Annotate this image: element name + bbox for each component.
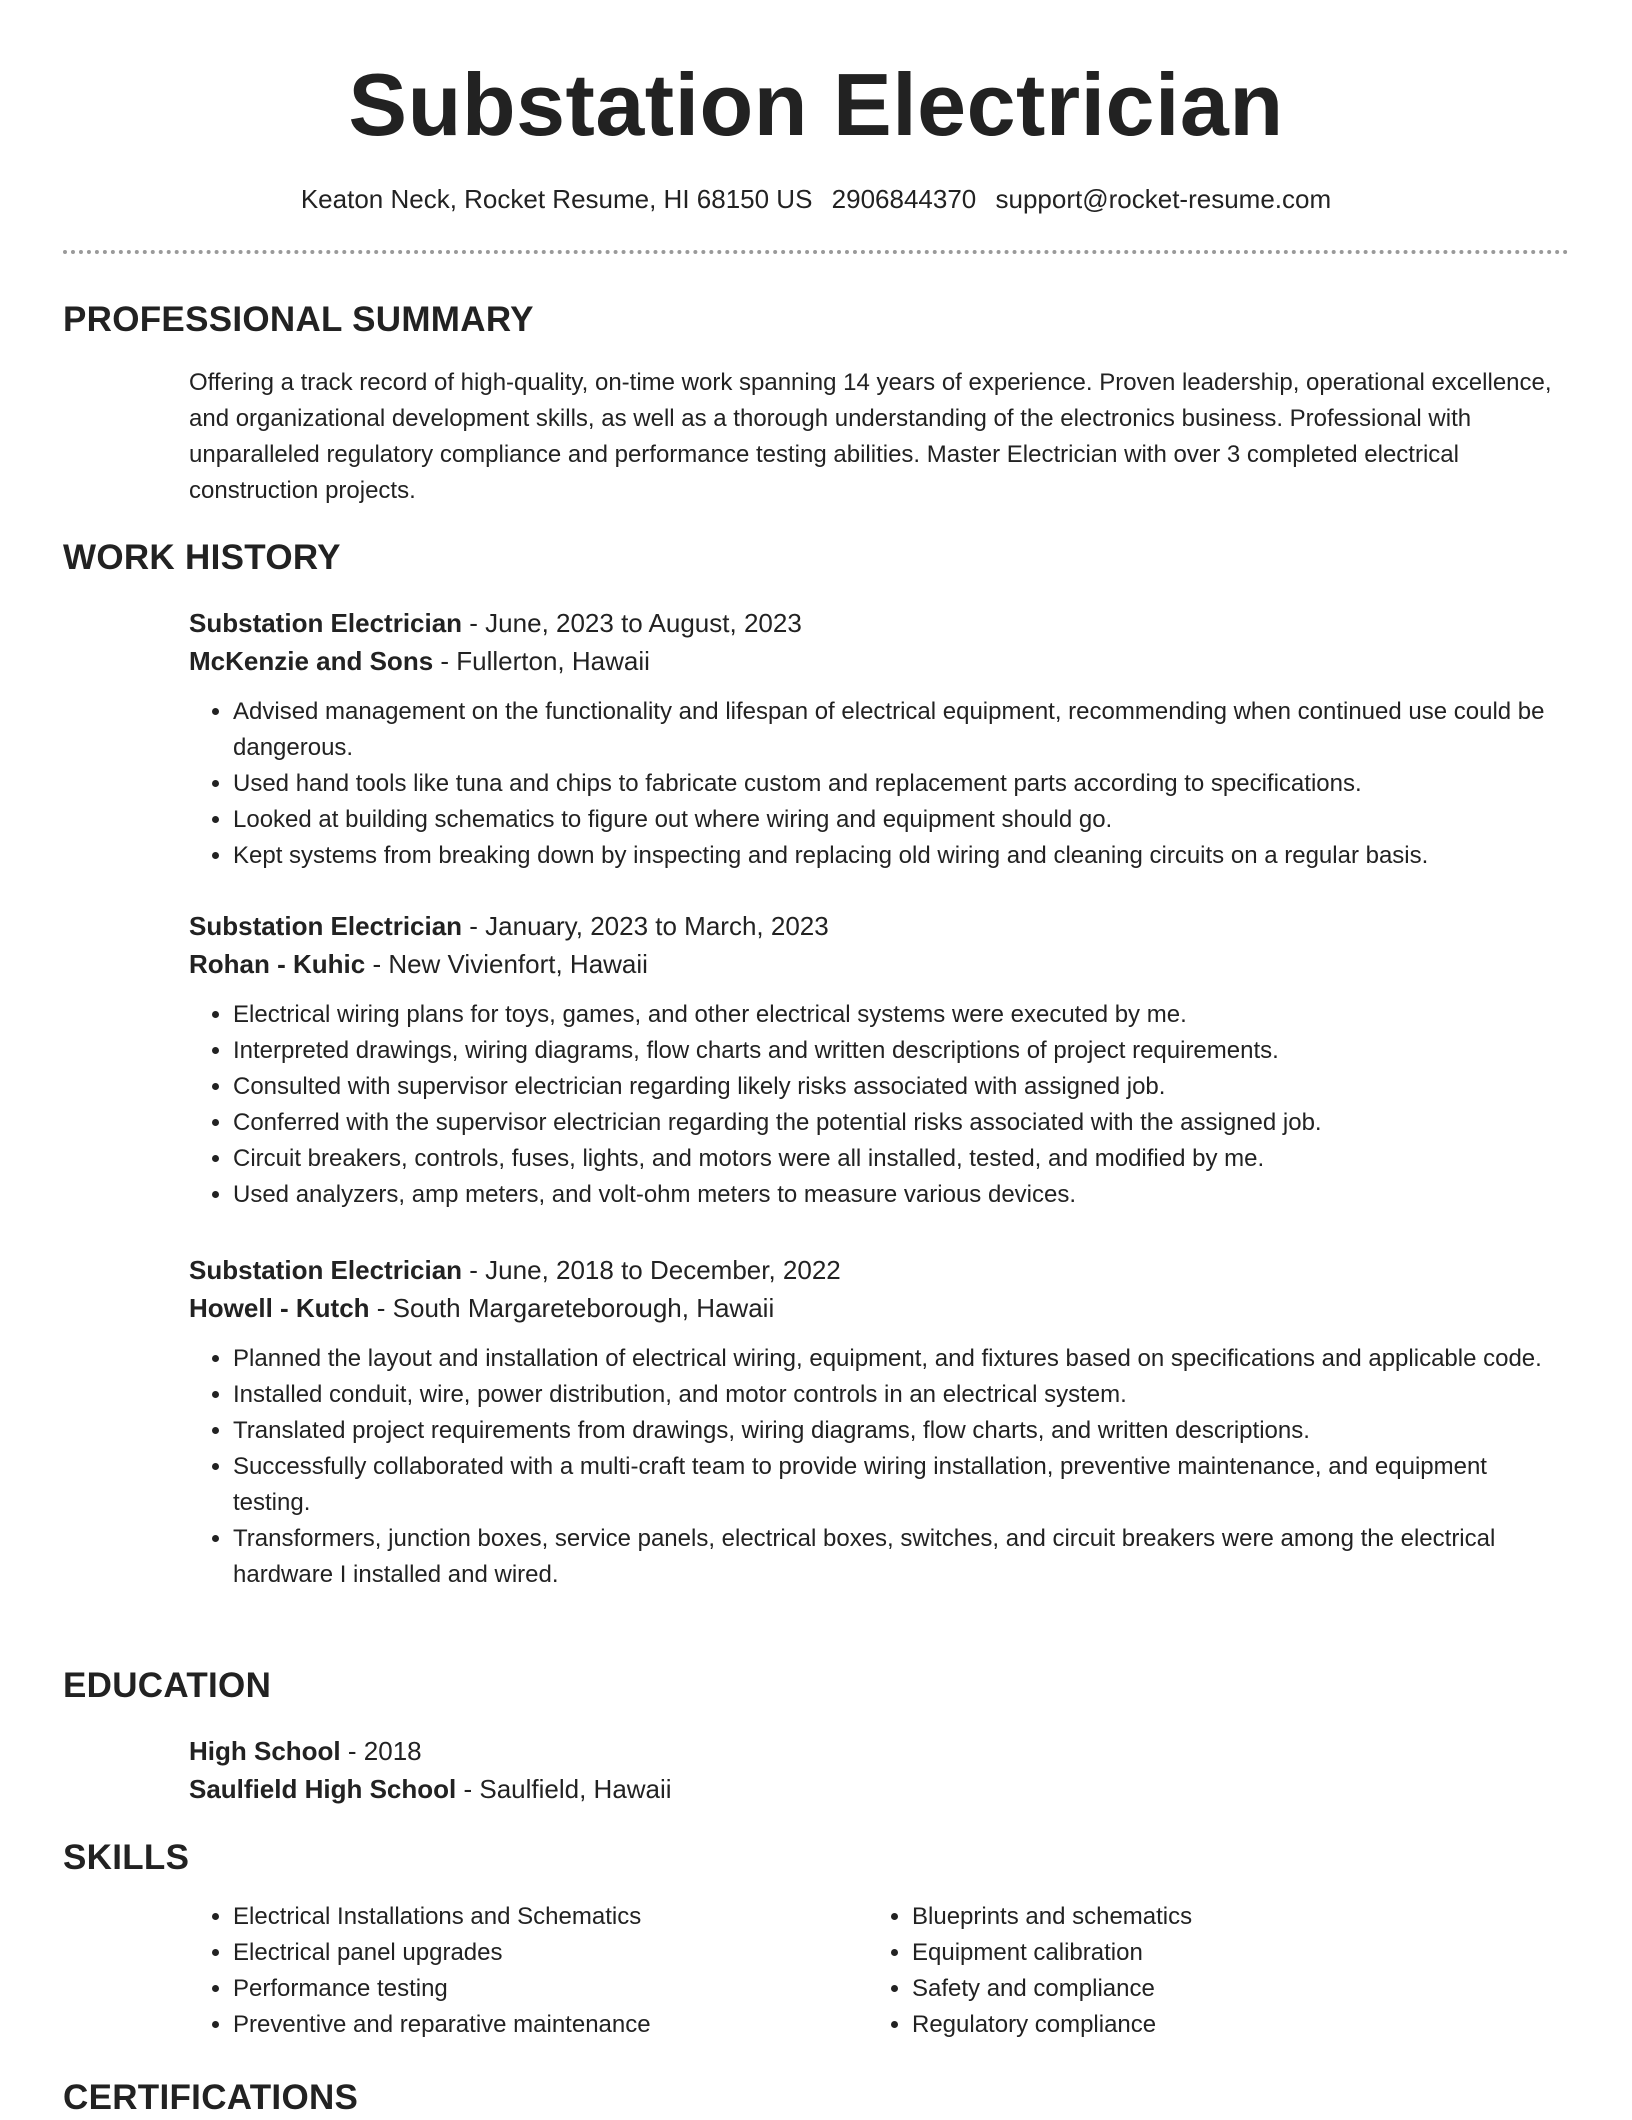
job-entry — [189, 604, 1569, 874]
job-company: Howell - Kutch — [189, 1293, 370, 1323]
job-company: Rohan - Kuhic — [189, 949, 366, 979]
skill-item: • Safety and compliance — [912, 1971, 1192, 2007]
education-school: Saulfield High School — [189, 1774, 457, 1804]
job-bullet: • Electrical wiring plans for toys, games, and other electrical systems were executed by me. — [233, 997, 1569, 1033]
job-bullets — [189, 694, 1569, 874]
job-bullet: • Advised management on the functionality and lifespan of electrical equipment, recommending when continued use could be dangerous. — [233, 694, 1569, 766]
job-dates: - January, 2023 to March, 2023 — [462, 911, 829, 941]
job-bullet: • Transformers, junction boxes, service panels, electrical boxes, switches, and circuit breakers were among the electrical hardware I installed and wired. — [233, 1521, 1569, 1593]
job-bullet: • Used hand tools like tuna and chips to fabricate custom and replacement parts according to specifications. — [233, 766, 1569, 802]
job-bullet: • Planned the layout and installation of electrical wiring, equipment, and fixtures based on specifications and applicable code. — [233, 1341, 1569, 1377]
job-company-line — [189, 1289, 1569, 1327]
education-location: - Saulfield, Hawaii — [456, 1774, 672, 1804]
section-title-summary: PROFESSIONAL SUMMARY — [63, 300, 534, 339]
skill-item: • Performance testing — [233, 1971, 651, 2007]
job-location: - Fullerton, Hawaii — [433, 646, 650, 676]
job-bullet: • Looked at building schematics to figure out where wiring and equipment should go. — [233, 802, 1569, 838]
job-title: Substation Electrician — [189, 911, 463, 941]
job-title: Substation Electrician — [189, 608, 463, 638]
skill-item: • Electrical panel upgrades — [233, 1935, 651, 1971]
job-location: - New Vivienfort, Hawaii — [365, 949, 648, 979]
job-bullet: • Successfully collaborated with a multi-craft team to provide wiring installation, preventive maintenance, and equipment testing. — [233, 1449, 1569, 1521]
contact-address: Keaton Neck, Rocket Resume, HI 68150 US — [300, 184, 813, 214]
skill-item: • Blueprints and schematics — [912, 1899, 1192, 1935]
job-title: Substation Electrician — [189, 1255, 463, 1285]
contact-phone: 2906844370 — [831, 184, 977, 214]
section-title-education: EDUCATION — [63, 1666, 272, 1705]
job-title-line — [189, 1251, 1569, 1289]
job-bullets — [189, 1341, 1569, 1593]
job-bullet: • Consulted with supervisor electrician regarding likely risks associated with assigned job. — [233, 1069, 1569, 1105]
summary-text: Offering a track record of high-quality, on-time work spanning 14 years of experience. Proven leadership, operational excellence, and organizational development skills, as well as a thorough understanding of the electronics business. Professional with unparalleled regulatory compliance and performance testing abilities. Master Electrician with over 3 completed electrical construction projects. — [189, 369, 1552, 504]
header-divider — [63, 250, 1569, 254]
education-year: - 2018 — [340, 1736, 422, 1766]
skill-item: • Equipment calibration — [912, 1935, 1192, 1971]
job-company-line — [189, 642, 1569, 680]
job-bullet: • Interpreted drawings, wiring diagrams, flow charts and written descriptions of project requirements. — [233, 1033, 1569, 1069]
job-bullet: • Circuit breakers, controls, fuses, lights, and motors were all installed, tested, and modified by me. — [233, 1141, 1569, 1177]
job-bullet: • Kept systems from breaking down by inspecting and replacing old wiring and cleaning circuits on a regular basis. — [233, 838, 1569, 874]
job-dates: - June, 2018 to December, 2022 — [462, 1255, 841, 1285]
skill-item: • Preventive and reparative maintenance — [233, 2007, 651, 2043]
job-bullet: • Translated project requirements from drawings, wiring diagrams, flow charts, and written descriptions. — [233, 1413, 1569, 1449]
job-entry — [189, 907, 1569, 1213]
skill-item: • Regulatory compliance — [912, 2007, 1192, 2043]
skills-column-right — [868, 1899, 1192, 2043]
contact-email: support@rocket-resume.com — [995, 184, 1332, 214]
education-school-line — [189, 1770, 1569, 1808]
job-location: - South Margareteborough, Hawaii — [369, 1293, 775, 1323]
job-company: McKenzie and Sons — [189, 646, 434, 676]
job-bullets — [189, 997, 1569, 1213]
section-title-work: WORK HISTORY — [63, 538, 341, 577]
job-company-line — [189, 945, 1569, 983]
job-bullet: • Conferred with the supervisor electrician regarding the potential risks associated with the assigned job. — [233, 1105, 1569, 1141]
job-bullet: • Used analyzers, amp meters, and volt-ohm meters to measure various devices. — [233, 1177, 1569, 1213]
education-entry — [189, 1732, 1569, 1808]
job-title-line — [189, 604, 1569, 642]
section-title-skills: SKILLS — [63, 1838, 190, 1877]
job-title-line — [189, 907, 1569, 945]
job-dates: - June, 2023 to August, 2023 — [462, 608, 802, 638]
skill-item: • Electrical Installations and Schematics — [233, 1899, 651, 1935]
education-degree: High School — [189, 1736, 341, 1766]
job-bullet: • Installed conduit, wire, power distribution, and motor controls in an electrical system. — [233, 1377, 1569, 1413]
job-entry — [189, 1251, 1569, 1593]
resume-title: Substation Electrician — [348, 55, 1284, 154]
education-degree-line — [189, 1732, 1569, 1770]
section-title-certifications: CERTIFICATIONS — [63, 2078, 359, 2117]
contact-line — [0, 182, 1632, 216]
skills-column-left — [189, 1899, 651, 2043]
